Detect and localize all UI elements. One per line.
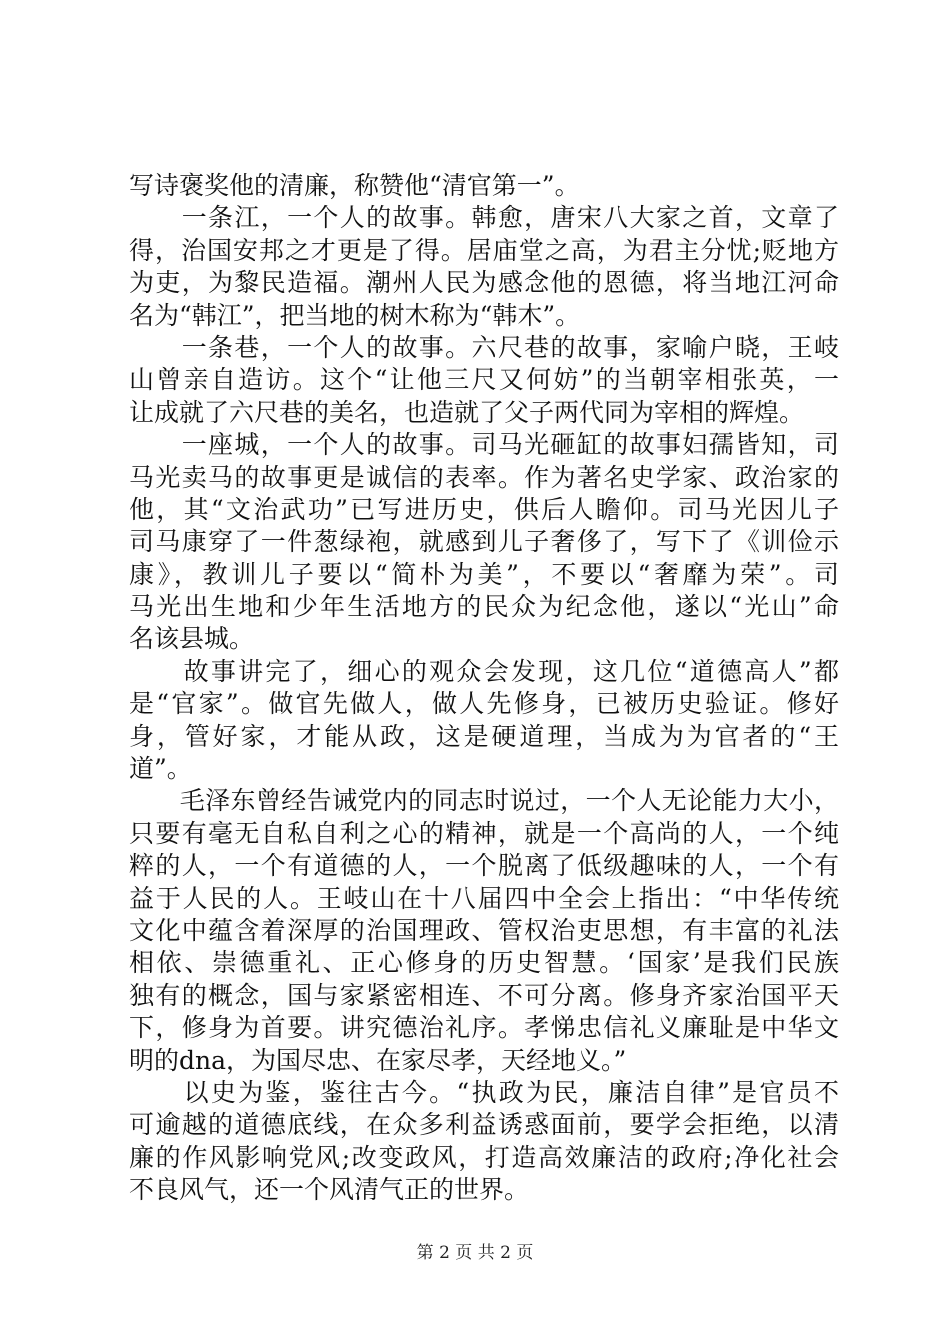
- text-line: 名该县城。: [129, 624, 255, 654]
- text-line: 相依、崇德重礼、正心修身的历史智慧。‘国家’是我们民族: [129, 948, 839, 978]
- text-line: 下，修身为首要。讲究德治礼序。孝悌忠信礼义廉耻是中华文: [129, 1013, 839, 1043]
- text-line: 山曾亲自造访。这个“让他三尺又何妨”的当朝宰相张英，一: [129, 365, 839, 395]
- text-line: 明的dna，为国尽忠、在家尽孝，天经地义。”: [129, 1045, 627, 1075]
- text-line: 不良风气，还一个风清气正的世界。: [129, 1175, 530, 1205]
- text-line: 司马康穿了一件葱绿袍，就感到儿子奢侈了，写下了《训俭示: [129, 527, 839, 557]
- text-line: 马光出生地和少年生活地方的民众为纪念他，遂以“光山”命: [129, 592, 839, 622]
- text-line: 粹的人，一个有道德的人，一个脱离了低级趣味的人，一个有: [129, 851, 839, 881]
- text-line: 益于人民的人。王岐山在十八届四中全会上指出：“中华传统: [129, 883, 839, 913]
- text-line: 以史为鉴，鉴往古今。“执政为民，廉洁自律”是官员不: [129, 1077, 839, 1107]
- text-line: 故事讲完了，细心的观众会发现，这几位“道德高人”都: [129, 656, 839, 686]
- text-line: 名为“韩江”，把当地的树木称为“韩木”。: [129, 300, 581, 330]
- text-line: 写诗褒奖他的清廉，称赞他“清官第一”。: [129, 171, 580, 200]
- text-line: 一条江，一个人的故事。韩愈，唐宋八大家之首，文章了: [129, 203, 839, 233]
- page-footer: 第 2 页 共 2 页: [416, 1243, 534, 1263]
- text-line: 廉的作风影响党风;改变政风，打造高效廉洁的政府;净化社会: [129, 1142, 839, 1172]
- text-line: 毛泽东曾经告诫党内的同志时说过，一个人无论能力大小，: [129, 786, 839, 816]
- text-line: 一条巷，一个人的故事。六尺巷的故事，家喻户晓，王岐: [129, 332, 839, 362]
- text-line: 独有的概念，国与家紧密相连、不可分离。修身齐家治国平天: [129, 980, 839, 1010]
- text-line: 让成就了六尺巷的美名，也造就了父子两代同为宰相的辉煌。: [129, 397, 805, 427]
- text-line: 文化中蕴含着深厚的治国理政、管权治吏思想，有丰富的礼法: [129, 915, 839, 945]
- text-line: 为吏，为黎民造福。潮州人民为感念他的恩德，将当地江河命: [129, 268, 839, 298]
- text-line: 可逾越的道德底线，在众多利益诱惑面前，要学会拒绝，以清: [129, 1110, 839, 1140]
- text-line: 他，其“文治武功”已写进历史，供后人瞻仰。司马光因儿子: [129, 494, 839, 524]
- text-line: 得，治国安邦之才更是了得。居庙堂之高，为君主分忧;贬地方: [129, 235, 839, 265]
- text-line: 只要有毫无自私自利之心的精神，就是一个高尚的人，一个纯: [129, 818, 839, 848]
- document-body: [129, 170, 839, 1207]
- text-line: 一座城，一个人的故事。司马光砸缸的故事妇孺皆知，司: [129, 430, 839, 460]
- text-line: 康》，教训儿子要以“简朴为美”，不要以“奢靡为荣”。司: [129, 559, 839, 589]
- text-line: 马光卖马的故事更是诚信的表率。作为著名史学家、政治家的: [129, 462, 839, 492]
- text-line: 身，管好家，才能从政，这是硬道理，当成为为官者的“王: [129, 721, 839, 751]
- text-line: 道”。: [129, 754, 192, 784]
- text-line: 是“官家”。做官先做人，做人先修身，已被历史验证。修好: [129, 689, 839, 719]
